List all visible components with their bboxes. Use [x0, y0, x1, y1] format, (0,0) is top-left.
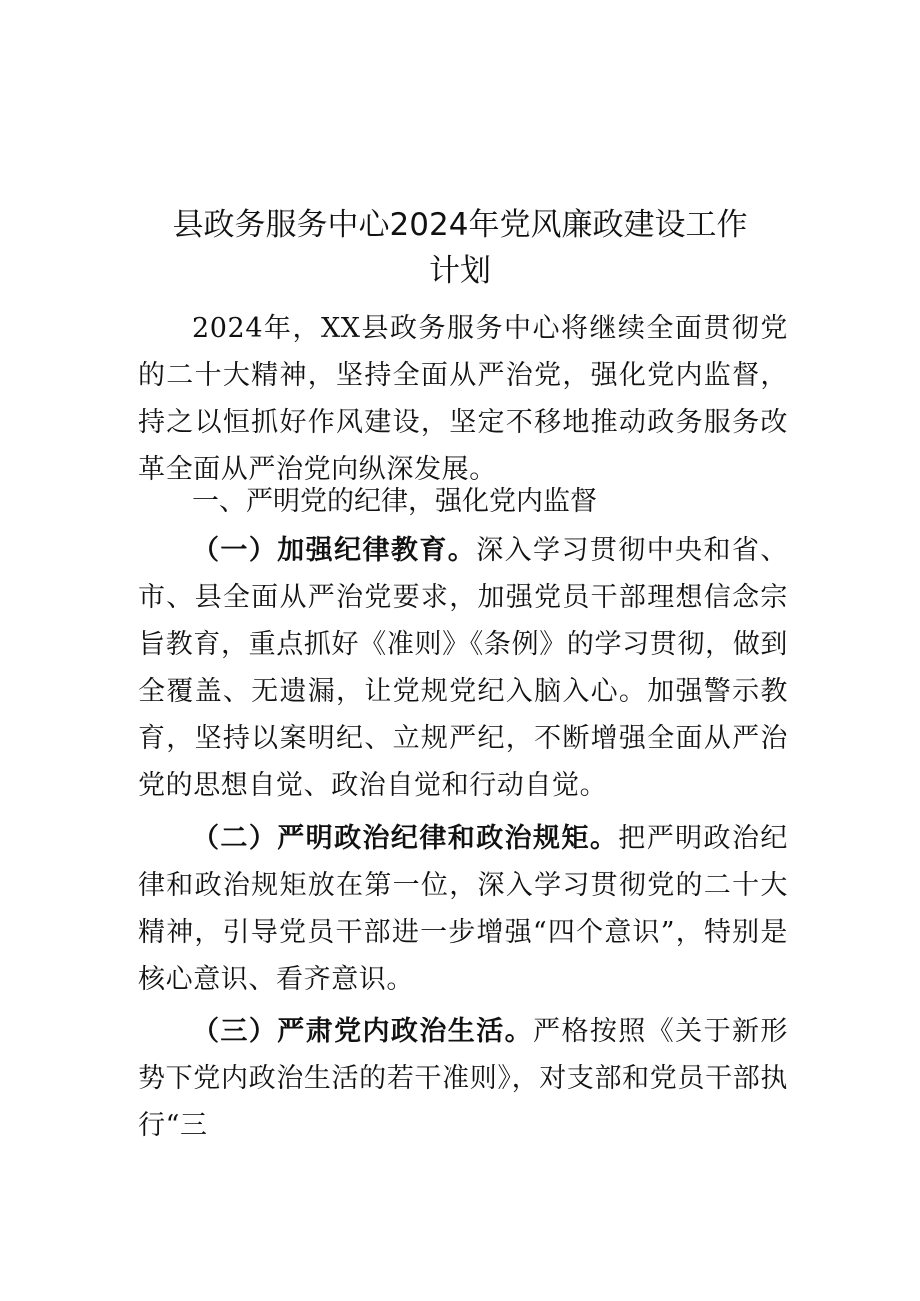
item-paragraph-1 [138, 527, 788, 809]
intro-paragraph: 2024年，XX县政务服务中心将继续全面贯彻党的二十大精神，坚持全面从严治党，强化党内监督，持之以恒抓好作风建设，坚定不移地推动政务服务改革全面从严治党向纵深发展。 [138, 313, 788, 485]
item-body-1: 深入学习贯彻中央和省、市、县全面从严治党要求，加强党员干部理想信念宗旨教育，重点抓好《准则》《条例》的学习贯彻，做到全覆盖、无遗漏，让党规党纪入脑入心。加强警示教育，坚持以案明纪、立规严纪，不断增强全面从严治党的思想自觉、政治自觉和行动自觉。 [138, 535, 788, 801]
document-title-line-2: 计划 [429, 253, 491, 289]
document-title-line-1: 县政务服务中心2024年党风廉政建设工作 [172, 207, 748, 243]
item-lead-1: （一）加强纪律教育。 [192, 535, 477, 566]
item-paragraph-3 [138, 1008, 788, 1149]
item-lead-3: （三）严肃党内政治生活。 [192, 1016, 534, 1047]
item-body-2: 把严明政治纪律和政治规矩放在第一位，深入学习贯彻党的二十大精神，引导党员干部进一步增强“四个意识”，特别是核心意识、看齐意识。 [138, 823, 788, 995]
item-body-3: 严格按照《关于新形势下党内政治生活的若干准则》，对支部和党员干部执行“三 [138, 1016, 789, 1141]
item-paragraph-2 [138, 815, 788, 1003]
item-lead-2: （二）严明政治纪律和政治规矩。 [192, 823, 619, 854]
section-heading-1: 一、严明党的纪律，强化党内监督 [192, 486, 597, 517]
